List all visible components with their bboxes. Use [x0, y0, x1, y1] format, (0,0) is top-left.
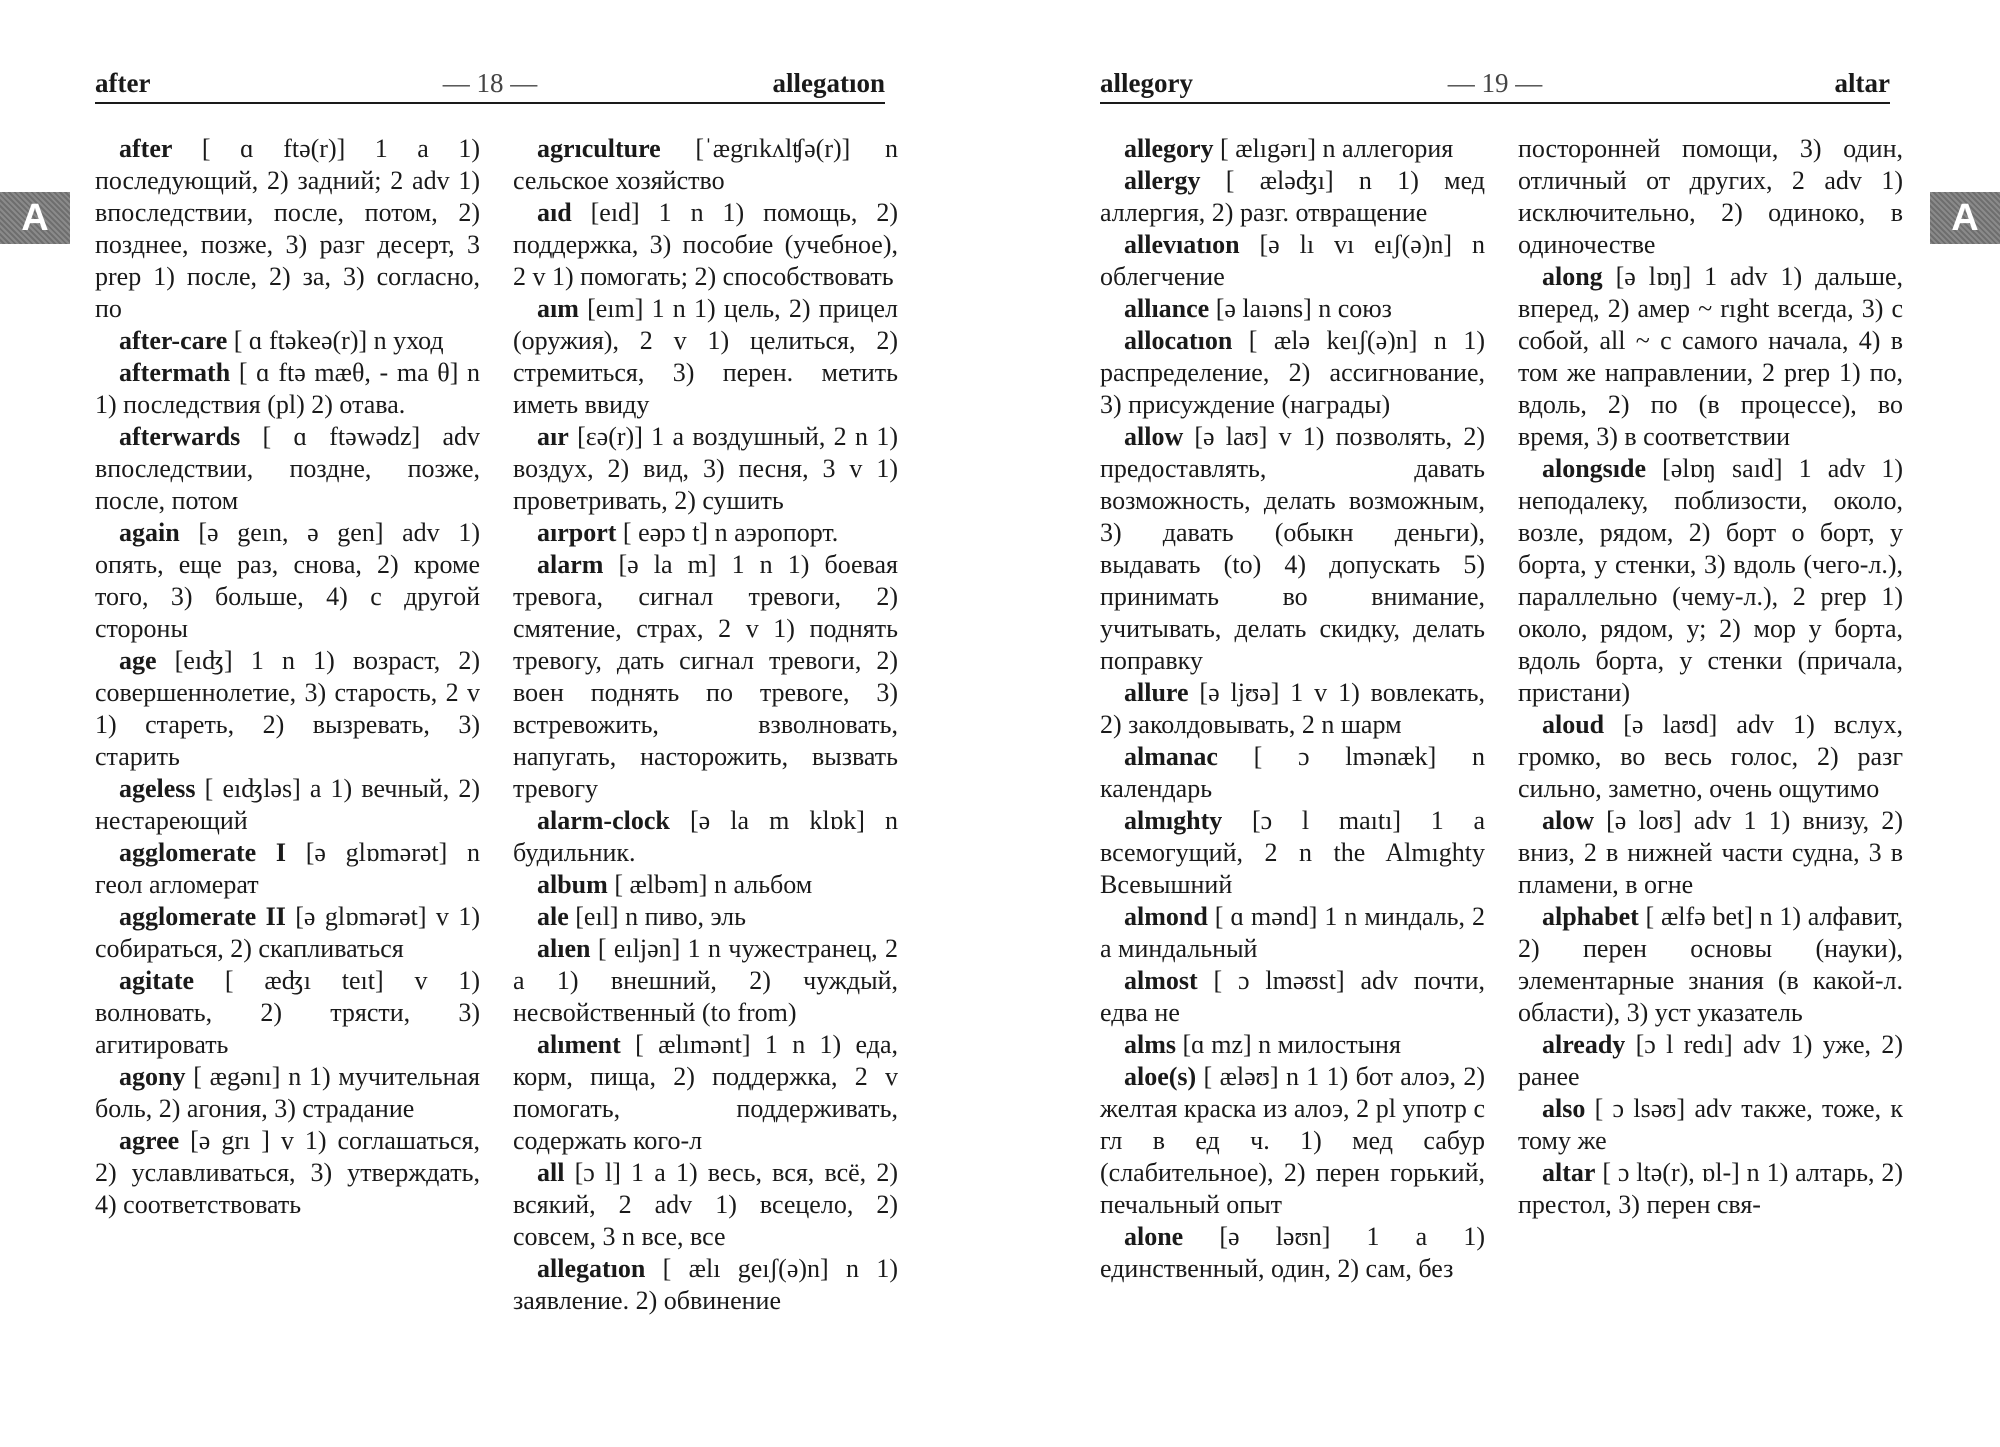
entry-definition: [ ɑ ftəkeə(r)] n уход	[227, 326, 444, 355]
entry-definition: [ə ljʊə] 1 v 1) вовлекать, 2) заколдовывать, 2 n шарм	[1100, 678, 1485, 739]
headword: agitate	[119, 966, 195, 995]
headword: again	[119, 518, 180, 547]
headword: all	[537, 1158, 565, 1187]
headword: after	[119, 134, 173, 163]
dictionary-entry	[1100, 1061, 1485, 1221]
entry-definition: [ æʤı teıt] v 1) волновать, 2) трясти, 3) агитировать	[95, 966, 480, 1059]
dictionary-entry	[95, 837, 480, 901]
guide-word-last: allegatıon	[772, 68, 885, 98]
headword: age	[119, 646, 157, 675]
entry-definition: [ ælbəm] n альбом	[607, 870, 813, 899]
column-2	[513, 133, 898, 1317]
dictionary-entry	[513, 1253, 898, 1317]
headword: also	[1542, 1094, 1586, 1123]
entry-definition: [ə geın, ə gen] adv 1) опять, еще раз, снова, 2) кроме того, 3) больше, 4) с другой стороны	[95, 518, 480, 643]
dictionary-entry	[1100, 965, 1485, 1029]
entry-definition: [ ælımənt] 1 n 1) еда, корм, пища, 2) поддержка, 2 v помогать, поддерживать, содержать кого-л	[513, 1030, 898, 1155]
dictionary-entry	[513, 805, 898, 869]
headword: alms	[1124, 1030, 1176, 1059]
dictionary-entry	[1100, 1029, 1485, 1061]
dictionary-entry	[513, 293, 898, 421]
entry-definition: [ eıljən] 1 n чужестранец, 2 a 1) внешний, 2) чуждый, несвойственный (to from)	[513, 934, 898, 1027]
headword: alphabet	[1542, 902, 1639, 931]
dictionary-entry	[513, 901, 898, 933]
headword: after-care	[119, 326, 228, 355]
dictionary-entry	[95, 773, 480, 837]
dictionary-entry	[95, 133, 480, 325]
entry-definition: [ ɑ ftə(r)] 1 a 1) последующий, 2) задний; 2 adv 1) впоследствии, после, потом, 2) позднее, позже, 3) разг десерт, 3 prep 1) после, 2) за, 3) согласно, по	[95, 134, 480, 323]
thumb-index-tab-left: A	[0, 192, 70, 244]
headword: alarm	[537, 550, 604, 579]
headword: alarm-clock	[537, 806, 670, 835]
dictionary-entry	[1518, 1093, 1903, 1157]
entry-definition: [ ælıgərı] n аллегория	[1213, 134, 1454, 163]
column-1	[95, 133, 480, 1221]
headword: alone	[1124, 1222, 1184, 1251]
headword: album	[537, 870, 608, 899]
dictionary-entry	[1100, 325, 1485, 421]
headword: aftermath	[119, 358, 231, 387]
entry-definition: [ æləʤı] n 1) мед аллергия, 2) разг. отвращение	[1100, 166, 1485, 227]
entry-definition: [ə laʊ] v 1) позволять, 2) предоставлять, давать возможность, делать возможным, 3) давать (обыкн деньги), выдавать (to) 4) допускать 5) принимать во внимание, учитывать, делать скидку, делать поправку	[1100, 422, 1485, 675]
dictionary-entry	[1518, 901, 1903, 1029]
headword: almost	[1124, 966, 1198, 995]
headword: alıen	[537, 934, 591, 963]
running-head-right	[1100, 62, 1890, 104]
dictionary-entry	[1100, 229, 1485, 293]
entry-definition: [ ælfə bet] n 1) алфавит, 2) перен основы (науки), элементарные знания (в какой-л. области), 3) уст указатель	[1518, 902, 1903, 1027]
dictionary-entry	[95, 645, 480, 773]
headword: allegory	[1124, 134, 1214, 163]
headword: altar	[1542, 1158, 1596, 1187]
page-number: — 18 —	[442, 68, 538, 98]
entry-definition: [ˈægrıkʌlʧə(r)] n сельское хозяйство	[513, 134, 898, 195]
entry-definition: [ ɔ lməʊst] adv почти, едва не	[1100, 966, 1485, 1027]
entry-definition: [ æləʊ] n 1 1) бот алоэ, 2) желтая краска из алоэ, 2 pl употр с гл в ед ч. 1) мед сабур (слабительное), 2) перен горький, печальный опыт	[1100, 1062, 1485, 1219]
right-page	[1100, 0, 2000, 1447]
dictionary-entry	[513, 933, 898, 1029]
headword: aırport	[537, 518, 617, 547]
guide-word-first: allegory	[1100, 68, 1193, 98]
entry-definition: [ə la m] 1 n 1) боевая тревога, сигнал тревоги, 2) смятение, страх, 2 v 1) поднять тревогу, дать сигнал тревоги, 2) воен поднять по тревоге, 3) встревожить, взволновать, напугать, насторожить, вызвать тревогу	[513, 550, 898, 803]
headword: ageless	[119, 774, 196, 803]
headword: allure	[1124, 678, 1189, 707]
entry-definition: [ə ləʊn] 1 a 1) единственный, один, 2) сам, без	[1100, 1222, 1485, 1283]
headword: alow	[1542, 806, 1594, 835]
entry-definition: посторонней помощи, 3) один, отличный от других, 2 adv 1) исключительно, 2) одиноко, в одиночестве	[1518, 134, 1903, 259]
entry-definition: [ə grı ] v 1) соглашаться, 2) уславливаться, 3) утверждать, 4) соответствовать	[95, 1126, 480, 1219]
dictionary-entry	[1100, 293, 1485, 325]
dictionary-entry	[513, 421, 898, 517]
headword: alıment	[537, 1030, 621, 1059]
left-page	[95, 0, 995, 1447]
dictionary-entry	[95, 421, 480, 517]
entry-definition: [ə la m klɒk] n будильник.	[513, 806, 898, 867]
headword: ale	[537, 902, 569, 931]
headword: agree	[119, 1126, 180, 1155]
dictionary-entry	[1100, 165, 1485, 229]
entry-definition: [ ɑ ftə mæθ, - ma θ] n 1) последствия (pl) 2) отава.	[95, 358, 480, 419]
headword: aloe(s)	[1124, 1062, 1197, 1091]
column-2	[1518, 133, 1903, 1221]
headword: aır	[537, 422, 569, 451]
headword: allıance	[1124, 294, 1210, 323]
dictionary-entry	[95, 357, 480, 421]
headword: aıd	[537, 198, 572, 227]
dictionary-entry	[1518, 805, 1903, 901]
entry-definition: [ɛə(r)] 1 a воздушный, 2 n 1) воздух, 2) вид, 3) песня, 3 v 1) проветривать, 2) сушить	[513, 422, 898, 515]
dictionary-entry	[1100, 741, 1485, 805]
dictionary-entry	[513, 133, 898, 197]
entry-definition: [eım] 1 n 1) цель, 2) прицел (оружия), 2 v 1) целиться, 2) стремиться, 3) перен. метить иметь ввиду	[513, 294, 898, 419]
dictionary-entry	[1518, 133, 1903, 261]
dictionary-entry	[1100, 421, 1485, 677]
headword: aloud	[1542, 710, 1605, 739]
dictionary-entry	[1100, 805, 1485, 901]
headword: aım	[537, 294, 579, 323]
column-1	[1100, 133, 1485, 1285]
headword: already	[1542, 1030, 1626, 1059]
entry-definition: [ ælı geıʃ(ə)n] n 1) заявление. 2) обвинение	[513, 1254, 898, 1315]
dictionary-entry	[513, 1029, 898, 1157]
entry-definition: [ ɔ ltə(r), ɒl-] n 1) алтарь, 2) престол, 3) перен свя-	[1518, 1158, 1903, 1219]
headword: along	[1542, 262, 1603, 291]
entry-definition: [ɑ mz] n милостыня	[1176, 1030, 1401, 1059]
headword: allergy	[1124, 166, 1201, 195]
entry-definition: [ɔ l redı] adv 1) уже, 2) ранее	[1518, 1030, 1903, 1091]
entry-definition: [ ɑ mənd] 1 n миндаль, 2 a миндальный	[1100, 902, 1485, 963]
entry-definition: [eıd] 1 n 1) помощь, 2) поддержка, 3) пособие (учебное), 2 v 1) помогать; 2) способствовать	[513, 198, 898, 291]
headword: agglomerate I	[119, 838, 286, 867]
entry-definition: [ eəpɔ t] n аэропорт.	[616, 518, 839, 547]
entry-definition: [ ægənı] n 1) мучительная боль, 2) агония, 3) страдание	[95, 1062, 480, 1123]
dictionary-entry	[95, 901, 480, 965]
entry-definition: [ə lı vı eıʃ(ə)n] n облегчение	[1100, 230, 1485, 291]
guide-word-first: after	[95, 68, 151, 98]
dictionary-entry	[1518, 709, 1903, 805]
running-head-left	[95, 62, 885, 104]
entry-definition: [ə glɒmərət] n геол агломерат	[95, 838, 480, 899]
headword: allow	[1124, 422, 1184, 451]
entry-definition: [əlɒŋ saıd] 1 adv 1) неподалеку, поблизости, около, возле, рядом, 2) борт о борт, у борта, у стенки, 3) вдоль (чего-л.), параллельно (чему-л.), 2 prep 1) около, рядом, у; 2) мор у борта, вдоль борта, у стенки (причала, пристани)	[1518, 454, 1903, 707]
dictionary-entry	[513, 1157, 898, 1253]
headword: alongsıde	[1542, 454, 1647, 483]
dictionary-entry	[1518, 1157, 1903, 1221]
headword: allocatıon	[1124, 326, 1233, 355]
dictionary-entry	[513, 549, 898, 805]
dictionary-entry	[1518, 453, 1903, 709]
headword: afterwards	[119, 422, 241, 451]
dictionary-entry	[95, 517, 480, 645]
entry-definition: [ə lɒŋ] 1 adv 1) дальше, вперед, 2) амер ~ rıght всегда, 3) с собой, all ~ с самого начала, 4) в том же направлении, 2 prep 1) по, вдоль, 2) по (в процессе), во время, 3) в соответствии	[1518, 262, 1903, 451]
headword: agrıculture	[537, 134, 661, 163]
entry-definition: [eıʤ] 1 n 1) возраст, 2) совершеннолетие, 3) старость, 2 v 1) стареть, 2) вызревать, 3) старить	[95, 646, 480, 771]
entry-definition: [ ɔ lsəʊ] adv также, тоже, к тому же	[1518, 1094, 1903, 1155]
dictionary-entry	[1100, 901, 1485, 965]
dictionary-entry	[513, 517, 898, 549]
entry-definition: [ ɑ ftəwədz] adv впоследствии, поздне, позже, после, потом	[95, 422, 480, 515]
entry-definition: [ɔ l maıtı] 1 a всемогущий, 2 n the Almıghty Всевышний	[1100, 806, 1485, 899]
guide-word-last: altar	[1834, 68, 1890, 98]
dictionary-entry	[1100, 133, 1485, 165]
dictionary-entry	[95, 965, 480, 1061]
entry-definition: [ə laıəns] n союз	[1209, 294, 1392, 323]
headword: almanac	[1124, 742, 1218, 771]
thumb-index-tab-right: A	[1930, 192, 2000, 244]
entry-definition: [ə laʊd] adv 1) вслух, громко, во весь голос, 2) разг сильно, заметно, очень ощутимо	[1518, 710, 1903, 803]
page-number: — 19 —	[1447, 68, 1543, 98]
dictionary-entry	[513, 869, 898, 901]
dictionary-entry	[1518, 1029, 1903, 1093]
entry-definition: [ɔ l] 1 a 1) весь, вся, всё, 2) всякий, 2 adv 1) всецело, 2) совсем, 3 n все, все	[513, 1158, 898, 1251]
headword: agony	[119, 1062, 186, 1091]
dictionary-entry	[1518, 261, 1903, 453]
headword: allevıatıon	[1124, 230, 1240, 259]
entry-definition: [ eıʤləs] a 1) вечный, 2) нестареющий	[95, 774, 480, 835]
dictionary-entry	[95, 1125, 480, 1221]
entry-definition: [ə loʊ] adv 1 1) внизу, 2) вниз, 2 в нижней части судна, 3 в пламени, в огне	[1518, 806, 1903, 899]
entry-definition: [ ælə keıʃ(ə)n] n 1) распределение, 2) ассигнование, 3) присуждение (награды)	[1100, 326, 1485, 419]
entry-definition: [eıl] n пиво, эль	[568, 902, 747, 931]
entry-definition: [ ɔ lmənæk] n календарь	[1100, 742, 1485, 803]
headword: agglomerate II	[119, 902, 286, 931]
headword: almond	[1124, 902, 1208, 931]
dictionary-entry	[95, 325, 480, 357]
dictionary-entry	[1100, 677, 1485, 741]
headword: almıghty	[1124, 806, 1223, 835]
dictionary-entry	[95, 1061, 480, 1125]
entry-definition: [ə glɒmərət] v 1) собираться, 2) скапливаться	[95, 902, 480, 963]
dictionary-entry	[1100, 1221, 1485, 1285]
headword: allegatıon	[537, 1254, 646, 1283]
dictionary-entry	[513, 197, 898, 293]
